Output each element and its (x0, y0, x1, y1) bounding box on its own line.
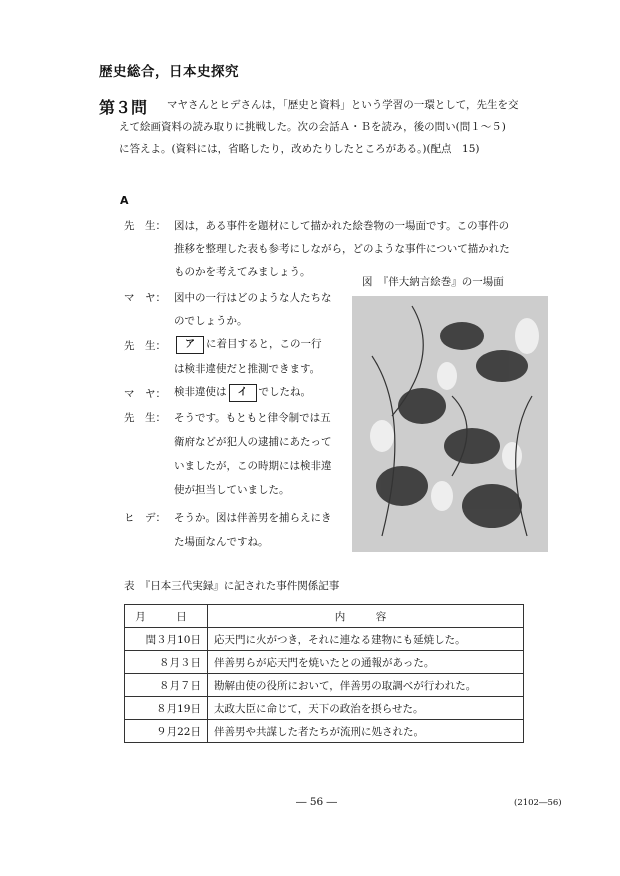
row-content: 応天門に火がつき，それに連なる建物にも延焼した。 (208, 628, 524, 651)
question-number: 第３問 (99, 98, 148, 117)
speaker-maya: マ ヤ： (124, 292, 166, 304)
dialogue-line: 衛府などが犯人の逮捕にあたって (174, 436, 332, 448)
row-date: ８月７日 (125, 674, 208, 697)
scroll-painting-figure (352, 296, 548, 552)
row-date: ９月22日 (125, 720, 208, 743)
header-date: 月 日 (125, 605, 208, 628)
header-content: 内 容 (208, 605, 524, 628)
table-row (125, 697, 524, 720)
page-number: ― 56 ― (296, 796, 338, 808)
dialogue-line: いましたが，この時期には検非違 (174, 460, 332, 472)
table-header-row (125, 605, 524, 628)
dialogue-line: た場面なんですね。 (174, 536, 269, 548)
exam-code: (2102―56) (514, 798, 562, 808)
dialogue-line (174, 384, 311, 402)
dialogue-line: のでしょうか。 (174, 315, 248, 327)
intro-line: に答えよ。(資料には，省略したり，改めたりしたところがある。)(配点 15) (119, 143, 480, 155)
table-row (125, 651, 524, 674)
speaker-teacher: 先 生： (124, 220, 166, 232)
dialogue-line (174, 336, 322, 354)
section-a-label: A (120, 194, 129, 207)
dialogue-line: は検非違使だと推測できます。 (174, 363, 321, 375)
dialogue-line: 使が担当していました。 (174, 484, 290, 496)
dialogue-line: 図は，ある事件を題材にして描かれた絵巻物の一場面です。この事件の (174, 220, 510, 232)
intro-line: マヤさんとヒデさんは，「歴史と資料」という学習の一環として，先生を交 (167, 99, 519, 111)
table-row (125, 674, 524, 697)
speaker-teacher: 先 生： (124, 412, 166, 424)
table-caption: 表 『日本三代実録』に記された事件関係記事 (124, 580, 340, 592)
row-date: ８月19日 (125, 697, 208, 720)
speaker-hide: ヒ デ： (124, 512, 166, 524)
row-date: ８月３日 (125, 651, 208, 674)
row-content: 伴善男らが応天門を焼いたとの通報があった。 (208, 651, 524, 674)
table-row (125, 720, 524, 743)
dialogue-text: に着目すると，この一行 (206, 338, 322, 350)
subject-heading: 歴史総合，日本史探究 (99, 64, 239, 80)
dialogue-line: ものかを考えてみましょう。 (174, 266, 311, 278)
figure-caption: 図 『伴大納言絵巻』の一場面 (362, 276, 504, 288)
answer-box-a: ア (176, 336, 204, 354)
intro-line: えて絵画資料の読み取りに挑戦した。次の会話Ａ・Ｂを読み，後の問い(問１～５) (119, 121, 506, 133)
dialogue-line: そうです。もともと律令制では五 (174, 412, 331, 424)
table-row (125, 628, 524, 651)
row-date: 閏３月10日 (125, 628, 208, 651)
events-table (124, 604, 524, 743)
dialogue-line: 推移を整理した表も参考にしながら，どのような事件について描かれた (174, 243, 510, 255)
answer-box-i: イ (229, 384, 257, 402)
speaker-teacher: 先 生： (124, 340, 166, 352)
row-content: 伴善男や共謀した者たちが流刑に処された。 (208, 720, 524, 743)
dialogue-line: そうか。図は伴善男を捕らえにき (174, 512, 332, 524)
dialogue-line: 図中の一行はどのような人たちな (174, 292, 332, 304)
dialogue-text: でしたね。 (258, 386, 311, 398)
dialogue-text: 検非違使は (174, 386, 227, 398)
picture-scroll-scene (352, 296, 548, 552)
speaker-maya: マ ヤ： (124, 388, 166, 400)
row-content: 太政大臣に命じて，天下の政治を摂らせた。 (208, 697, 524, 720)
row-content: 勘解由使の役所において，伴善男の取調べが行われた。 (208, 674, 524, 697)
